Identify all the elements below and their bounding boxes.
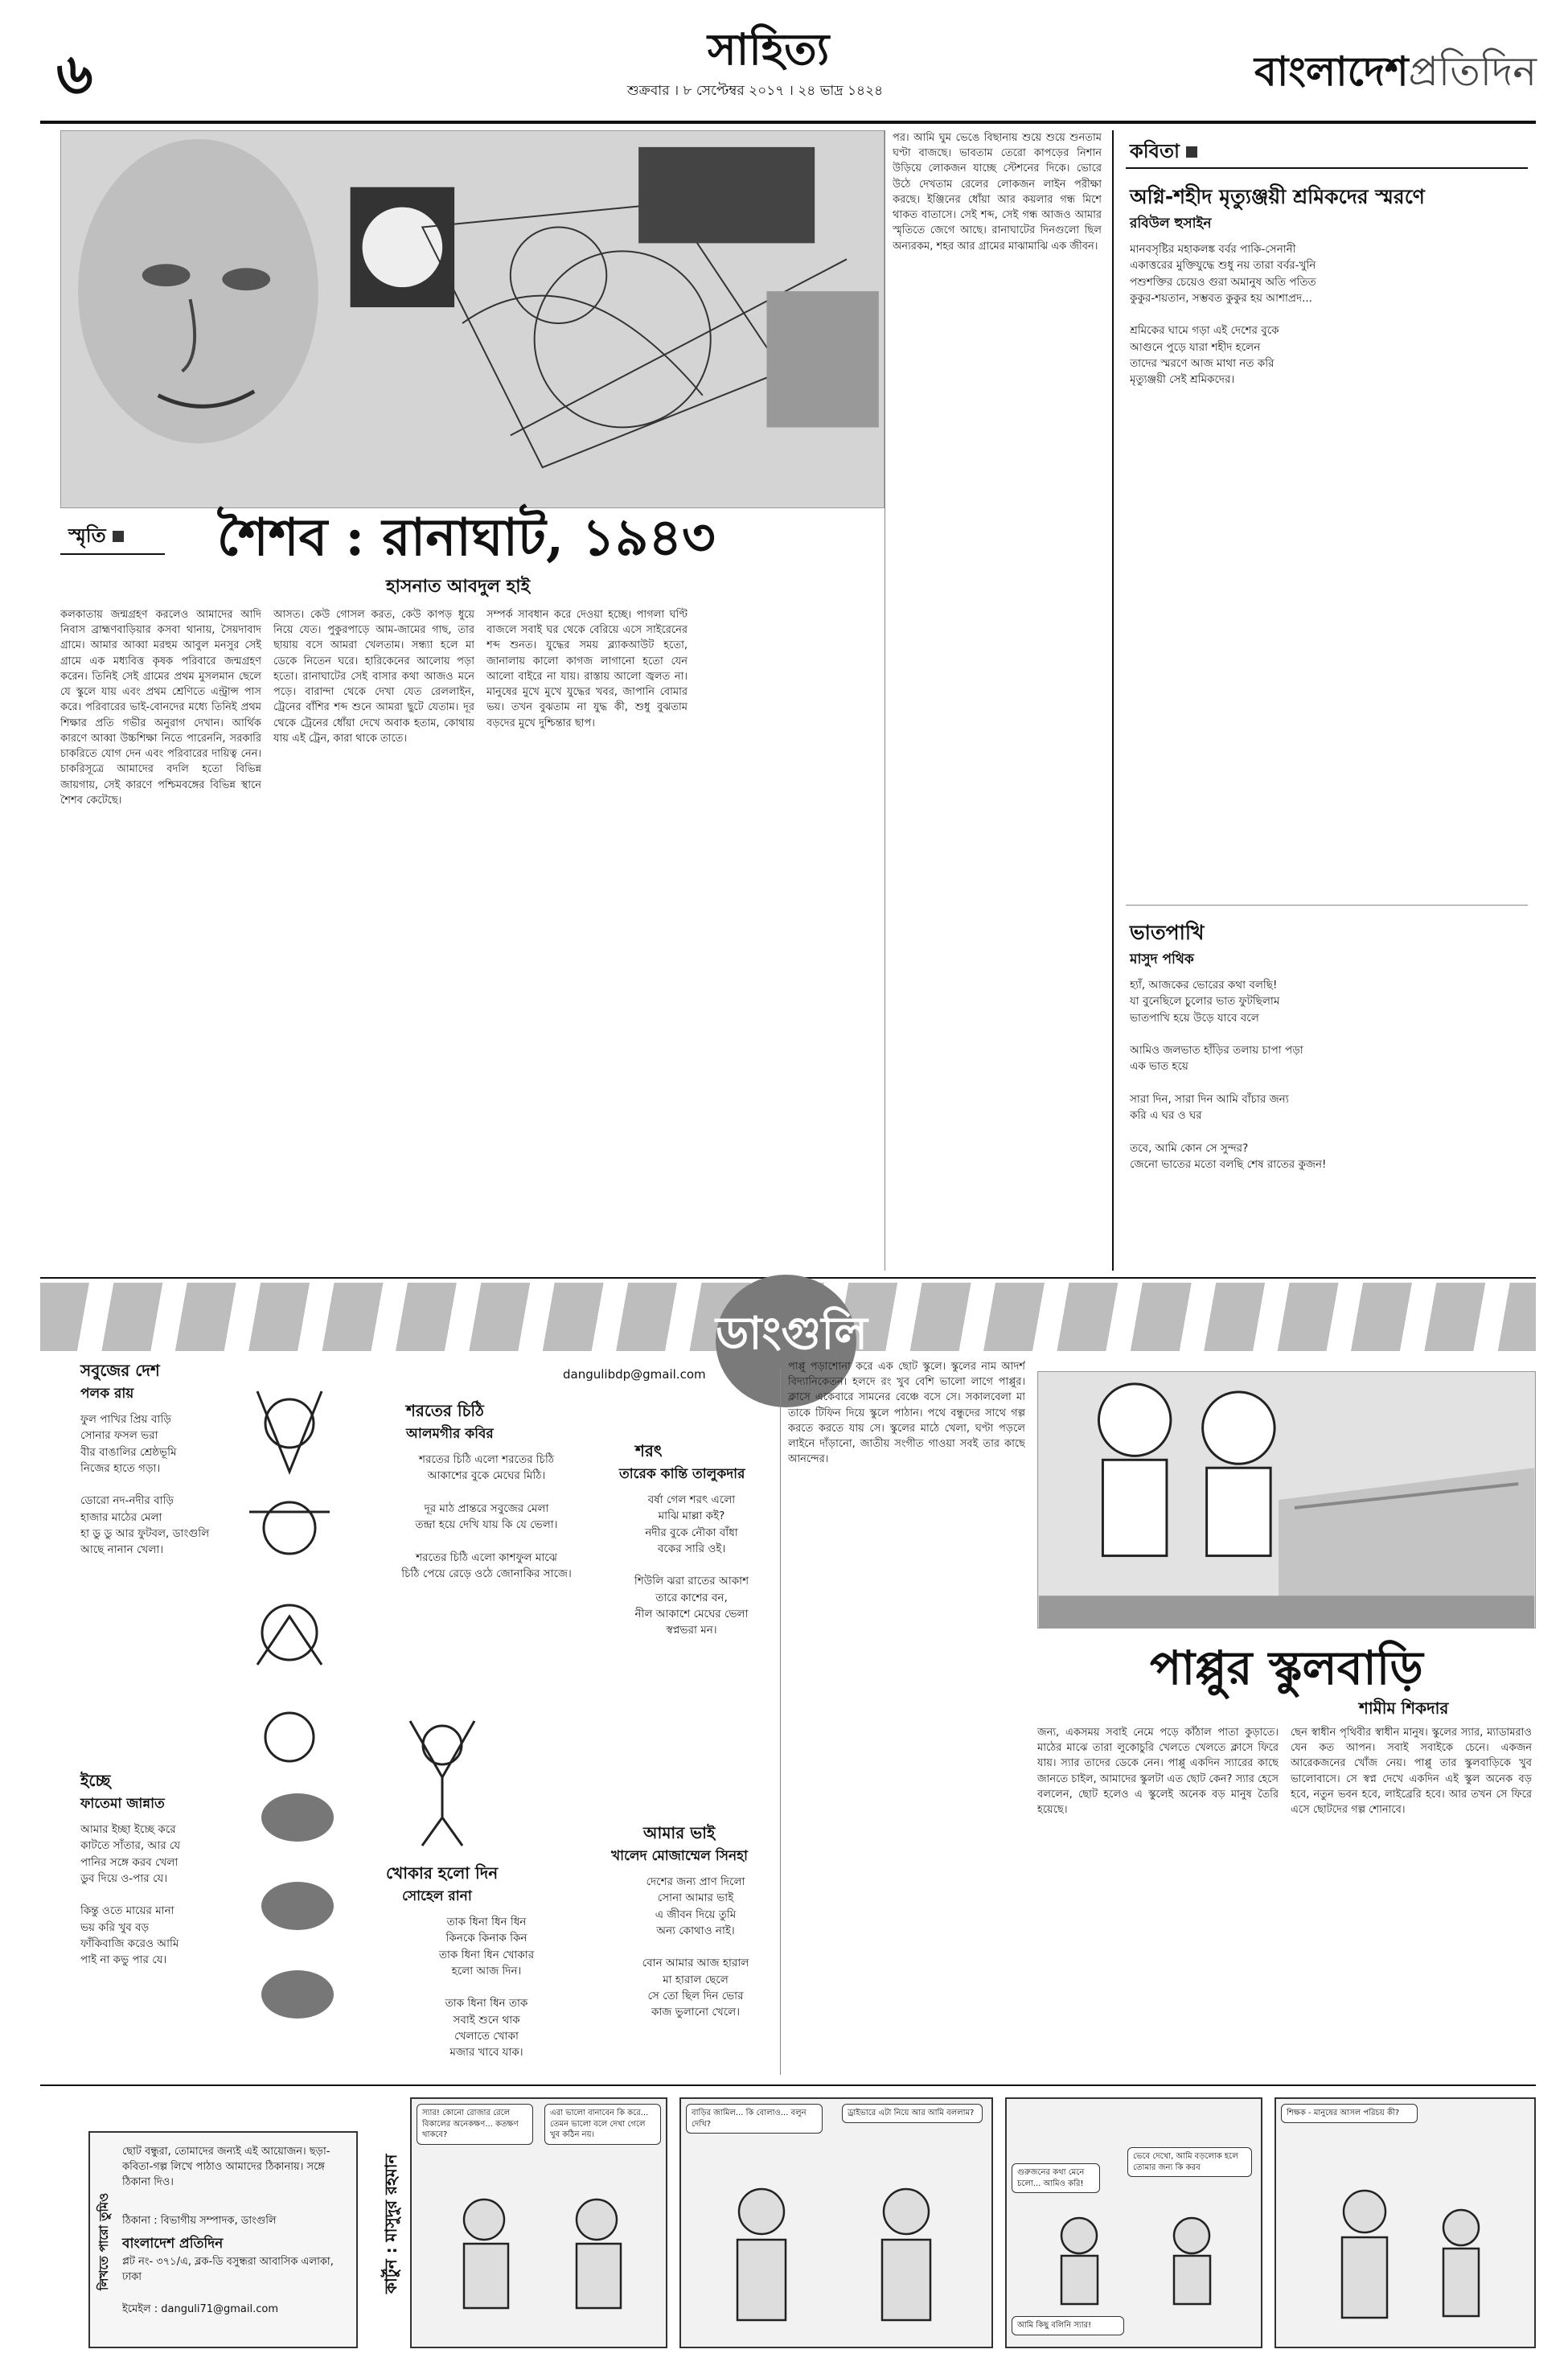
birds-icon [241,1769,354,2035]
cartoon-figures [1023,2212,1248,2308]
cartoon-panel-3 [1005,2097,1262,2348]
kids-poem1-author: পলক রায় [80,1386,134,1402]
kids-poem4-text: বর্ষা গেল শরৎ এলো মাঝি মাল্লা কই? নদীর বুকে নৌকা বাঁধা বকের সারি ওই। শিউলি ঝরা রাতের আকাশ তারে কাশের বন, নীল আকাশে মেঘের ভেলা স্বপ্নভরা মন। [634,1493,749,1637]
story-title: পাপ্পুর স্কুলবাড়ি [1150,1641,1423,1695]
kicker-square [113,531,124,542]
cartoon-panel-2 [679,2097,993,2348]
children-drawing [225,1375,354,1793]
memoir-column-2: আসত। কেউ গোসল করত, কেউ কাপড় ধুয়ে নিয়ে যেত। পুকুরপাড়ে আম-জামের গাছ, তার ছায়ায় বসে আমরা খেলতাম। সন্ধ্যা হলে মা ডেকে নিতেন ঘরে। হারিকেনের আলোয় পড়া হতো। রানাঘাটের সেই বাসার কথা আজও মনে পড়ে। বারান্দা থেকে দেখা যেত রেললাইন, ট্রেনের বাঁশির শব্দ শুনে আমরা ছুটে যেতাম। দূর থেকে ট্রেনের ধোঁয়া দেখে অবাক হতাম, কোথায় যায় এই ট্রেন, কারা থাকে তাতে। [273,609,474,745]
cartoon-figures [428,2187,653,2340]
cartoon-panel-4 [1275,2097,1536,2348]
speech-bubble: স্যার! কোনো রোজার রেলে বিকালের অনেকক্ষণ... কতক্ষণ থাকবে? [417,2104,533,2145]
danguli-logo-text: ডাংগুলি [716,1307,868,1360]
memoir-kicker-text: স্মৃতি [68,524,106,547]
jumping-boy-icon [394,1713,491,1850]
cartoon-label: কার্টুন : মাসুদুর রহমান [381,2154,400,2294]
memoir-author: হাসনাত আবদুল হাই [386,577,531,597]
kids-poem3-title: শরতের চিঠি [406,1401,484,1420]
invite-paper: বাংলাদেশ প্রতিদিন [122,2236,224,2252]
kids-poem4-title: শরৎ [635,1441,663,1460]
kids-email[interactable]: dangulibdp@gmail.com [563,1367,706,1382]
kids-poem6-text: দেশের জন্য প্রাণ দিলো সোনা আমার ভাই এ জীবন দিয়ে তুমি অন্য কোথাও নাই। বোন আমার আজ হারাল মা হারাল ছেলে সে তো ছিল দিন ভোর কাজ ভুলানো খেলে। [642,1875,749,2019]
story-column-3: ছেন স্বাধীন পৃথিবীর স্বাধীন মানুষ। স্কুলের স্যার, ম্যাডামরাও যেন কত আপন। সবাই সবাইকে চেনে। একজন আরেকজনের খোঁজ নেয়। পাপ্পু তার স্কুলবাড়িকে খুব ভালোবাসে। সে স্বপ্ন দেখে একদিন এই স্কুল অনেক বড় হবে, নতুন ভবন হবে, লাইব্রেরি হবে। আর তখন সে ফিরে এসে ছোটদের গল্প শোনাবে। [1291,1727,1532,1817]
kicker-square [1186,146,1197,158]
kicker-rule [60,553,165,555]
dateline: শুক্রবার । ৮ সেপ্টেম্বর ২০১৭ । ২৪ ভাদ্র ১৪২৪ [627,83,884,99]
invite-email[interactable]: ইমেইল : danguli71@gmail.com [122,2303,279,2315]
kids-poem6-title: আমার ভাই [643,1823,716,1842]
speech-bubble: ড্রাইভারে এটা নিয়ে আর আমি বললাম? [842,2104,983,2123]
poem1-text: মানবসৃষ্টির মহাকলঙ্ক বর্বর পাকি-সেনানী একাত্তরের মুক্তিযুদ্ধে শুধু নয় তারা বর্বর-খুনি পশুশক্তির চেয়েও গুরা অমানুষ অতি পতিত কুকুর-শয়তান, সম্ভবত কুকুর হয় আশাপ্রদ... শ্রমিকের ঘামে গড়া এই দেশের বুকে আগুনে পুড়ে যারা শহীদ হলেন তাদের স্মরণে আজ মাথা নত করি মৃত্যুঞ্জয়ী সেই শ্রমিকদের। [1130,243,1316,386]
speech-bubble: আমি কিছু বলিনি স্যার! [1012,2316,1124,2335]
poems-kicker-text: কবিতা [1130,140,1180,162]
invite-box [88,2131,358,2348]
kids-doodle [225,1375,354,1793]
memoir-kicker [68,521,124,553]
cartoon-figures [1292,2171,1525,2340]
kids-column-rule [780,1367,781,2075]
poem2-text: হ্যাঁ, আজকের ভোরের কথা বলছি! যা বুনেছিলে চুলোর ভাত ফুটছিলাম ভাতপাখি হয়ে উড়ে যাবে বলে আমিও জলভাত হাঁড়ির তলায় চাপা পড়া এক ভাত হয়ে সারা দিন, সারা দিন আমি বাঁচার জন্য করি এ ঘর ও ঘর তবে, আমি কোন সে সুন্দর? জেনো ভাতের মতো বলছি শেষ রাতের কুজন! [1130,979,1327,1171]
kids-poem1-text: ফুল পাখির প্রিয় বাড়ি সোনার ফসল ভরা বীর বাঙালির শ্রেষ্ঠভূমি নিজের হাতে গড়া। ডোরো নদ-নদীর বাড়ি হাজার মাঠের মেলা হা ডু ডু আর ফুটবল, ডাংগুলি আছে নানান খেলা। [80,1413,210,1556]
memoir-column-1: কলকাতায় জন্মগ্রহণ করলেও আমাদের আদি নিবাস ব্রাহ্মণবাড়িয়ার কসবা থানায়, সৈয়দাবাদ গ্রামে। আমার আব্বা মরহুম আবুল মনসুর সেই গ্রামে এক মধ্যবিত্ত কৃষক পরিবারে জন্মগ্রহণ করেন। তিনিই সেই গ্রামের প্রথম মুসলমান ছেলে যে স্কুলে যায় এবং প্রথম শ্রেণিতে এন্ট্রান্স পাস করে। পরিবারের ভাই-বোনদের মধ্যে তিনিই প্রথম শিক্ষার প্রতি গভীর অনুরাগ দেখান। আর্থিক কারণে আব্বা উচ্চশিক্ষা নিতে পারেননি, সরকারি চাকরিতে যোগ দেন এবং পরিবারের দায়িত্ব নেন। চাকরিসূত্রে আমাদের বদলি হতো বিভিন্ন জায়গায়, সেই কারণে পশ্চিমবঙ্গের বিভিন্ন স্থানে শৈশব কেটেছে। [60,609,261,807]
speech-bubble: বাড়ির জামিল... কি বোলাও... বলুন দেখি? [686,2104,823,2134]
story-column-1: পাপ্পু পড়াশোনা করে এক ছোট স্কুলে। স্কুলের নাম আদর্শ বিদ্যানিকেতন। হলদে রং খুব বেশি ভালো লাগে পাপ্পুর। ক্লাসে একেবারে সামনের বেঞ্চে বসে সে। সকালবেলা মা তাকে টিফিন দিয়ে স্কুলে পাঠান। পথে বন্ধুদের সাথে গল্প করতে করতে যায় সে। স্কুলের মাঠে খেলা, ঘণ্টা পড়লে লাইনে দাঁড়ানো, জাতীয় সংগীত গাওয়া সবই তার কাছে আনন্দের। [788,1361,1025,1466]
memoir-title: শৈশব : রানাঘাট, ১৯৪৩ [217,507,716,568]
cartoon-panel-1 [410,2097,667,2348]
kids-poem3-text: শরতের চিঠি এলো শরতের চিঠি আকাশের বুকে মেঘের মিঠি। দূর মাঠ প্রান্তরে সবুজের মেলা তন্দ্রা হয়ে দেখি যায় কি যে ভেলা। শরতের চিঠি এলো কাশফুল মাঝে চিঠি পেয়ে রেড়ে ওঠে জোনাকির সাজে। [401,1453,572,1580]
invite-address-label: ঠিকানা : বিভাগীয় সম্পাদক, ডাংগুলি [122,2215,277,2227]
poem2-author: মাসুদ পথিক [1130,951,1194,967]
invite-side-label: লিখতে পারো তুমিও [96,2192,111,2290]
memoir-column-4: পর। আমি ঘুম ভেঙে বিছানায় শুয়ে শুয়ে শুনতাম ঘণ্টা বাজছে। ভাবতাম তেরো কাপড়ের নিশান উড়িয়ে লোকজন যাচ্ছে স্টেশনের দিকে। ভোরে উঠে দেখতাম রেলের লোকজন লাইন পরীক্ষা করছে। ইঞ্জিনের ধোঁয়া আর কয়লার গন্ধ মিশে থাকত বাতাসে। সেই শব্দ, সেই গন্ধ আজও আমার স্মৃতিতে জেগে আছে। রানাঘাটের দিনগুলো ছিল অন্যরকম, শহর আর গ্রামের মাঝামাঝি এক জীবন। [893,132,1102,253]
section-title: সাহিত্য [708,23,830,75]
speech-bubble: শিক্ষক - মানুষের আসল পরিচয় কী? [1281,2104,1418,2123]
kids-poem3-author: আলমগীর কবির [406,1426,494,1442]
poem1-author: রবিউল হুসাইন [1130,216,1212,232]
kids-poem5-text: তাক ধিনা ধিন ধিন কিনকে কিনাক কিন তাক ধিনা ধিন খোকার হলো আজ দিন। তাক ধিনা ধিন তাক সবাই শুনে থাক খেলাতে খোকা মজার খাবে যাক। [438,1916,535,2059]
kids-poem2-text: আমার ইচ্ছা ইচ্ছে করে কাটতে সাঁতার, আর যে পানির সঙ্গে করব খেলা ডুব দিয়ে ও-পার যে। কিন্তু ওতে মায়ের মানা ভয় করি খুব বড় ফাঁকিবাজি করেও আমি পাই না কভু পার যে। [80,1823,181,1966]
kids-poem2-title: ইচ্ছে [80,1771,111,1790]
cartoon-figures [697,2171,979,2340]
cartoon-top-rule [40,2084,1536,2086]
invite-text: ছোট বন্ধুরা, তোমাদের জন্যই এই আয়োজন। ছড়া-কবিতা-গল্প লিখে পাঠাও আমাদের ঠিকানায়। সঙ্গে ঠিকানা দিও। [122,2146,330,2188]
memoir-column-3: সম্পর্ক সাবধান করে দেওয়া হচ্ছে। পাগলা ঘণ্টি বাজলে সবাই ঘর থেকে বেরিয়ে এসে সাইরেনের শব্দ শুনত। যুদ্ধের সময় ব্ল্যাকআউট হতো, জানালায় কালো কাগজ লাগানো হতো যেন আলো বাইরে না যায়। রাস্তায় আলো জ্বলত না। মানুষের মুখে মুখে যুদ্ধের খবর, জাপানি বোমার ভয়। তখন বুঝতাম না যুদ্ধ কী, শুধু বুঝতাম বড়দের মুখে দুশ্চিন্তার ছাপ। [486,609,688,729]
kids-poem4-author: তারেক কান্তি তালুকদার [619,1466,745,1482]
masthead-part1: বাংলাদেশ [1254,48,1409,95]
poems-kicker [1130,137,1197,169]
poem2-title: ভাতপাখি [1130,921,1205,944]
poem-divider [1126,905,1528,906]
story-author: শামীম শিকদার [1359,1698,1449,1718]
school-children-image [1038,1372,1535,1628]
kids-poem5-author: সোহেল রানা [402,1888,472,1904]
poem1-title: অগ্নি-শহীদ মৃত্যুঞ্জয়ী শ্রমিকদের স্মরণে [1130,185,1425,208]
story-column-2: জন্য, একসময় সবাই নেমে পড়ে কাঁঠাল পাতা কুড়াতে। মাঠের মাঝে তারা লুকোচুরি খেলতে খেলতে ক্লাসে ফিরে যায়। স্যার তাদের ডেকে নেন। পাপ্পু একদিন স্যারের কাছে জানতে চাইল, আমাদের স্কুলটা এত ছোট কেন? স্যার হেসে বললেন, ছোট হলেও এ স্কুলেই অনেক বড় মানুষ তৈরি হয়েছে। [1037,1727,1279,1817]
speech-bubble: গুরুজনের কথা মেনে চলো... আমিও করি! [1012,2163,1100,2193]
column-rule-2 [1112,130,1114,1271]
kids-poem5-title: খোকার হলো দিন [386,1863,499,1883]
kids-poem1-title: সবুজের দেশ [80,1361,160,1380]
page-number: ৬ [56,40,93,107]
masthead [1254,42,1537,109]
kids-poem2-author: ফাতেমা জান্নাত [80,1796,165,1812]
speech-bubble: এরা ভালো বানাবেন কি করে... তেমন ভালো বলে দেখা গেলে খুব কঠিন নয়। [544,2104,661,2145]
boy-drawing [394,1713,491,1850]
poems-kicker-rule [1126,167,1528,169]
sketch-image [61,131,884,507]
invite-address: প্লট নং- ৩৭১/এ, ব্লক-ডি বসুন্ধরা আবাসিক এলাকা, ঢাকা [122,2256,334,2283]
header-rule [40,121,1536,124]
story-illustration [1037,1371,1536,1629]
masthead-part2: প্রতিদিন [1408,48,1537,95]
speech-bubble: ভেবে দেখো, আমি বড়লোক হলে তোমার জন্য কি করব [1127,2147,1252,2177]
memoir-illustration [60,130,885,508]
bird-drawing [241,1769,354,2035]
kids-poem6-author: খালেদ মোজাম্মেল সিনহা [611,1848,748,1864]
